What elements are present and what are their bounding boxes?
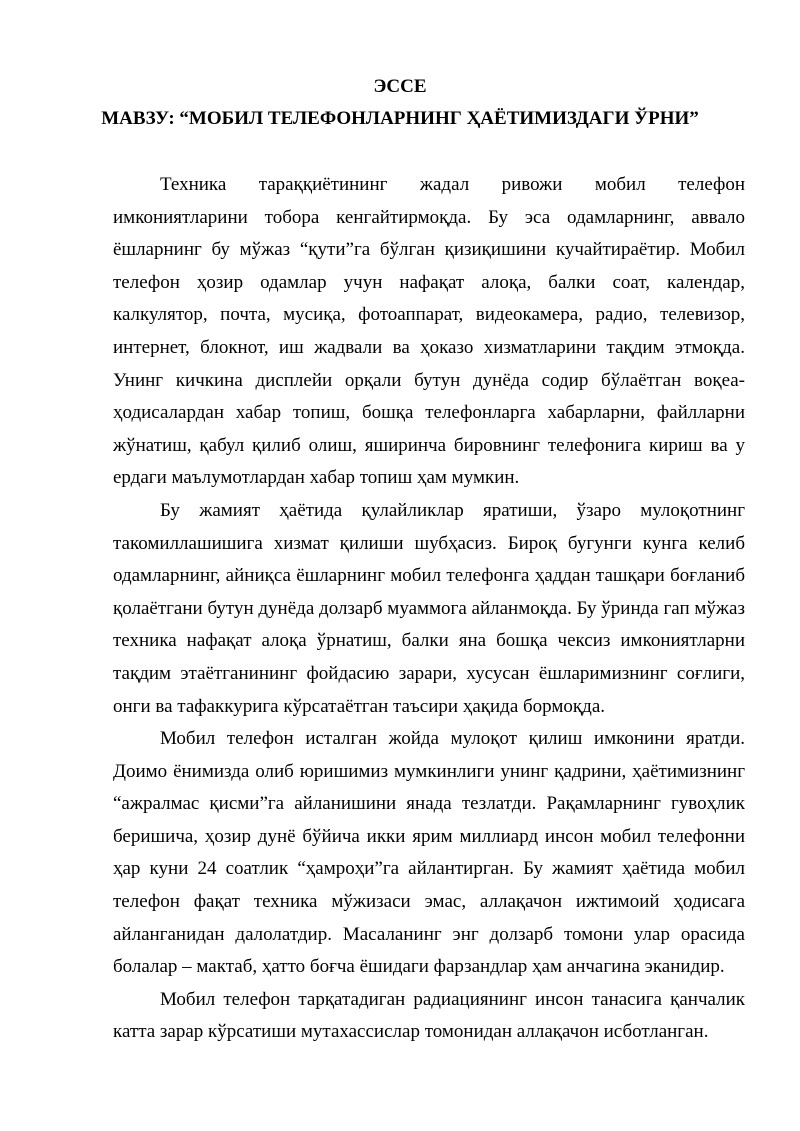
paragraph: Техника тараққиётининг жадал ривожи мобил телефон имкониятларини тобора кенгайтирмоқда. Бу эса одамларнинг, аввало ёшларнинг бу мўжаз “қути”га бўлган қизиқишини кучайтираётир. Мобил телефон ҳозир одамлар учун нафақат алоқа, балки соат, календар, калкулятор, почта, мусиқа, фотоаппарат, видеокамера, радио, телевизор, интернет, блокнот, иш жадвали ва ҳоказо хизматларини тақдим этмоқда. Унинг кичкина дисплейи орқали бутун дунёда содир бўлаётган воқеа-ҳодисалардан хабар топиш, бошқа телефонларга хабарларни, файлларни жўнатиш, қабул қилиб олиш, яширинча бировнинг телефонига кириш ва у ердаги маълумотлардан хабар топиш ҳам мумкин.	[113, 174, 745, 489]
paragraph: Бу жамият ҳаётида қулайликлар яратиши, ўзаро мулоқотнинг такомиллашишига хизмат қилиши шубҳасиз. Бироқ бугунги кунга келиб одамларнинг, айниқса ёшларнинг мобил телефонга ҳаддан ташқари боғланиб қолаётгани бутун дунёда долзарб муаммога айланмоқда. Бу ўринда гап мўжаз техника нафақат алоқа ўрнатиш, балки яна бошқа чексиз имкониятларни тақдим этаётганининг фойдасию зарари, хусусан ёшларимизнинг соғлиги, онги ва тафаккурига кўрсатаётган таъсири ҳақида бормоқда.	[113, 499, 745, 717]
paragraph: Мобил телефон тарқатадиган радиациянинг инсон танасига қанчалик катта зарар кўрсатиши мутахассислар томонидан аллақачон исботланган.	[113, 988, 745, 1043]
paragraph: Мобил телефон исталган жойда мулоқот қилиш имконини яратди. Доимо ёнимизда олиб юришимиз мумкинлиги унинг қадрини, ҳаётимизнинг “ажралмас қисми”га айланишини янада тезлатди. Рақамларнинг гувоҳлик беришича, ҳозир дунё бўйича икки ярим миллиард инсон мобил телефонни ҳар куни 24 соатлик “ҳамроҳи”га айлантирган. Бу жамият ҳаётида мобил телефон фақат техника мўжизаси эмас, аллақачон ижтимоий ҳодисага айланганидан далолатдир. Масаланинг энг долзарб томони улар орасида болалар – мактаб, ҳатто боғча ёшидаги фарзандлар ҳам анчагина эканидир.	[113, 728, 745, 978]
document-subtitle: МАВЗУ: “МОБИЛ ТЕЛЕФОНЛАРНИНГ ҲАЁТИМИЗДАГИ ЎРНИ”	[101, 108, 699, 129]
document-title: ЭССЕ	[373, 76, 427, 97]
essay-body	[113, 169, 745, 1049]
